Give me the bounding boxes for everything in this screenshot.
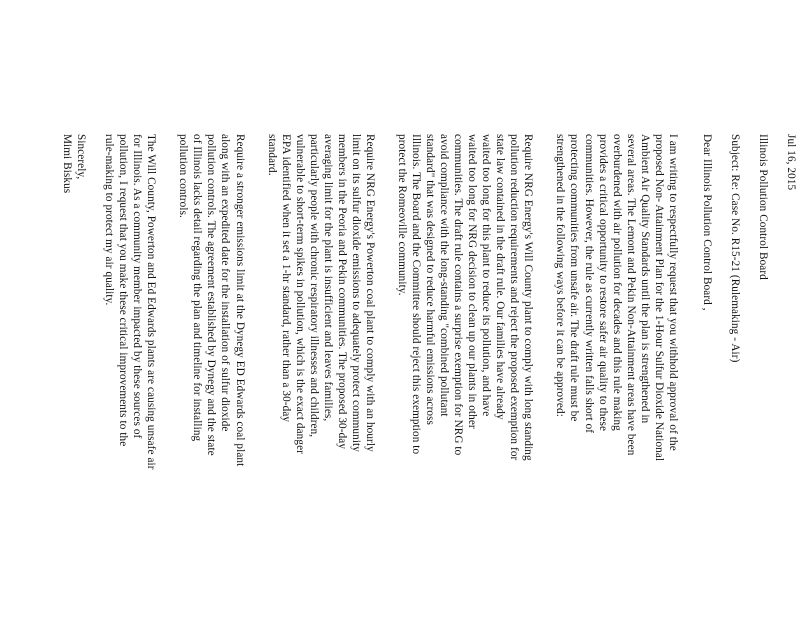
paragraph-line: for Illinois. As a community member impacted by these sources of: [131, 134, 144, 439]
paragraph-line: Require NRG Energy's Will County plant to comply with long standing: [522, 134, 535, 461]
paragraph-line: EPA identified when it set a 1-hr standard, rather than a 30-day: [279, 134, 292, 423]
paragraph-line: of Illinois lacks detail regarding the plan and timeline for installing: [191, 134, 204, 442]
paragraph-line: proposed Non- Attainment Plan for the 1-Hour Sulfur Dioxide National: [652, 134, 665, 462]
letter-recipient: Illinois Pollution Control Board: [756, 134, 769, 280]
paragraph-line: communities. The draft rule contains a surprise exemption for NRG to: [452, 134, 465, 456]
paragraph-line: standard.: [265, 134, 278, 176]
paragraph-line: pollution controls. The agreement established by Dynegy and the state: [205, 134, 218, 456]
letter-paragraph: [102, 134, 158, 614]
paragraph-line: waited too long for NRG decision to clean up our plants in other: [466, 134, 479, 429]
paragraph-line: I am writing to respectfully request that you withhold approval of the: [666, 134, 679, 451]
paragraph-line: along with an expedited date for the installation of sulfur dioxide: [219, 134, 232, 432]
paragraph-line: provides a critical opportunity to restore safer air quality to these: [596, 134, 609, 432]
paragraph-line: overburdened with air pollution for decades and this rule making: [610, 134, 623, 431]
paragraph-line: particularly people with chronic respiratory illnesses and children,: [307, 134, 320, 438]
paragraph-line: members in the Peoria and Pekin communities. The proposed 30-day: [335, 134, 348, 450]
letter-salutation: Dear Illinois Pollution Control Board ,: [700, 134, 713, 311]
letter-paragraph: [265, 134, 377, 614]
paragraph-line: rule-making to protect my air quality.: [103, 134, 116, 306]
letter-paragraph: [395, 134, 535, 614]
paragraph-line: standard" that was designed to reduce harmful emissions across: [424, 134, 437, 425]
paragraph-line: averaging limit for the plant is insufficient and leaves families,: [321, 134, 334, 422]
letter-date: Jul 16, 2015: [785, 134, 797, 191]
letter-signature: Mimi Biskus: [61, 134, 74, 194]
paragraph-line: state law contained in the draft rule. Our families have already: [494, 134, 507, 420]
letter-body: [60, 134, 798, 614]
paragraph-line: vulnerable to short-term spikes in pollution, which is the exact danger: [293, 134, 306, 454]
paragraph-line: communities. However, the rule as currently written falls short of: [582, 134, 595, 434]
paragraph-line: limit on its sulfur dioxide emissions to adequately protect community: [349, 134, 362, 452]
paragraph-line: waited too long for this plant to reduce its pollution, and have: [480, 134, 493, 417]
paragraph-line: Ambient Air Quality Standards until the plan is strengthened in: [638, 134, 651, 424]
paragraph-line: Illinois. The Board and the Committee should reject this exemption to: [410, 134, 423, 455]
paragraph-line: avoid compliance with the long-standing "combined pollutant: [438, 134, 451, 417]
letter-closing: Sincerely,: [75, 134, 88, 180]
paragraph-line: The Will County, Powerton and Ed Edwards plants are causing unsafe air: [145, 134, 158, 470]
paragraph-line: Require a stronger emissions limit at the Dynegy ED Edwards coal plant: [233, 134, 246, 467]
letter-paragraph: [553, 134, 679, 614]
letter-paragraphs: [102, 134, 680, 614]
paragraph-line: several areas. The Lemont and Pekin Non-Attainment areas have been: [624, 134, 637, 456]
letter-subject: Subject: Re: Case No. R15-21 (Rulemaking - Air): [728, 134, 741, 363]
paragraph-line: pollution reduction requirements and reject the proposed exemption for: [508, 134, 521, 461]
paragraph-line: Require NRG Energy's Powerton coal plant to comply with an hourly: [363, 134, 376, 452]
paragraph-line: pollution, I request that you make these critical improvements to the: [117, 134, 130, 447]
paragraph-line: protect the Romeoville community.: [395, 134, 408, 296]
letter-paragraph: [176, 134, 246, 614]
paragraph-line: strengthened in the following ways before it can be approved:: [554, 134, 567, 417]
paragraph-line: protecting communities from unsafe air. The draft rule must be: [568, 134, 581, 422]
paragraph-line: pollution controls.: [177, 134, 190, 218]
